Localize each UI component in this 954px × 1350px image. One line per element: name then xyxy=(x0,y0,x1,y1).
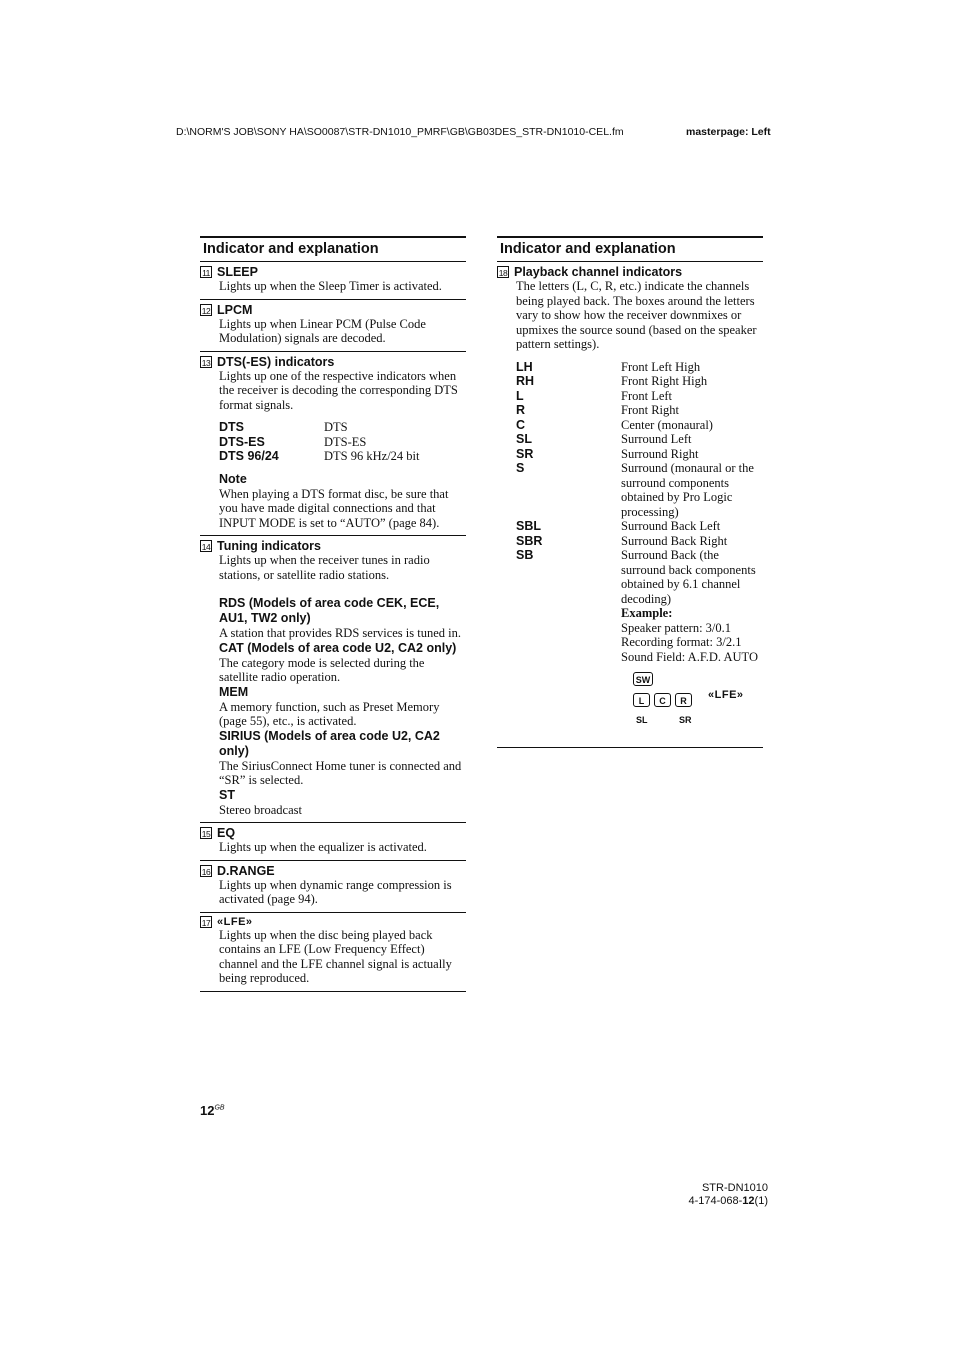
table-row xyxy=(516,418,763,433)
entry-text: The letters (L, C, R, etc.) indicate the channels being played back. The boxes around the letters vary to show how the receiver downmixes or upmixes the source sound (based on the speaker pattern settings). xyxy=(516,279,757,351)
entry-playback-channels xyxy=(497,262,763,748)
entry-text: Lights up when Linear PCM (Pulse Code Modulation) signals are decoded. xyxy=(219,316,426,345)
row-value: Front Left High xyxy=(621,359,701,374)
entry-dts xyxy=(200,352,466,537)
table-row xyxy=(516,548,763,664)
row-value: Front Left xyxy=(621,388,673,403)
entry-text: Lights up one of the respective indicators when the receiver is decoding the corresponding DTS format signals. xyxy=(219,368,458,412)
entry-lpcm xyxy=(200,300,466,352)
page-suffix: GB xyxy=(214,1104,225,1112)
table-row xyxy=(516,389,763,404)
note-label: Note xyxy=(219,471,247,486)
row-key: S xyxy=(516,461,525,475)
table-row xyxy=(516,403,763,418)
table-row xyxy=(516,374,763,389)
row-key: DTS-ES xyxy=(219,434,265,449)
item-number: 16 xyxy=(201,866,211,877)
entry-text: Lights up when the receiver tunes in radio stations, or satellite radio stations. xyxy=(219,553,430,582)
entry-title: EQ xyxy=(217,826,236,840)
entry-title: DTS(-ES) indicators xyxy=(217,354,335,369)
cat-title: CAT (Models of area code U2, CA2 only) xyxy=(219,640,457,655)
row-key: SR xyxy=(516,446,534,461)
entry-title: SLEEP xyxy=(217,265,258,279)
c-box: C xyxy=(654,693,671,707)
row-value: Surround Right xyxy=(621,446,699,461)
left-column xyxy=(200,236,466,992)
model-name: STR-DN1010 xyxy=(701,1182,768,1194)
table-row xyxy=(219,449,419,464)
st-title: ST xyxy=(219,787,235,802)
entry-tuning xyxy=(200,536,466,823)
st-text: Stereo broadcast xyxy=(219,802,302,817)
file-path: D:\NORM'S JOB\SONY HA\SO0087\STR-DN1010_PMRF\GB\GB03DES_STR-DN1010-CEL.fm xyxy=(176,126,624,138)
row-value: DTS 96 kHz/24 bit xyxy=(324,449,420,463)
entry-title: Playback channel indicators xyxy=(514,265,683,279)
row-key: DTS 96/24 xyxy=(219,449,279,463)
item-number: 12 xyxy=(201,305,211,316)
sr-label: SR xyxy=(679,715,692,725)
item-number: 17 xyxy=(201,917,211,928)
page-number-value: 12 xyxy=(200,1103,215,1118)
note-text: When playing a DTS format disc, be sure that you have made digital connections and that INPUT MODE is set to “AUTO” (page 84). xyxy=(219,486,449,530)
entry-title: Tuning indicators xyxy=(217,539,321,553)
page-number xyxy=(200,1103,225,1118)
row-key: L xyxy=(516,388,524,403)
channel-table xyxy=(516,360,763,665)
item-number: 11 xyxy=(200,266,212,278)
column-heading: Indicator and explanation xyxy=(497,236,763,262)
row-key: SBL xyxy=(516,519,541,533)
l-box: L xyxy=(633,693,650,707)
table-row xyxy=(516,432,763,447)
example-line: Sound Field: A.F.D. AUTO xyxy=(621,649,758,664)
entry-text: Lights up when dynamic range compression is activated (page 94). xyxy=(219,877,452,906)
code-suffix: (1) xyxy=(754,1194,768,1207)
entry-text: Lights up when the disc being played back contains an LFE (Low Frequency Effect) channel and the LFE channel signal is actually being reproduced. xyxy=(219,927,452,985)
table-row xyxy=(516,519,763,534)
row-key: DTS xyxy=(219,420,244,434)
table-row xyxy=(516,534,763,549)
row-key: SL xyxy=(516,432,532,446)
mem-title: MEM xyxy=(219,684,249,699)
entry-title: LPCM xyxy=(217,302,253,317)
entry-drange xyxy=(200,861,466,913)
right-column xyxy=(497,236,763,748)
table-row xyxy=(219,435,419,450)
code-bold: 12 xyxy=(742,1194,755,1207)
item-number: 15 xyxy=(201,829,211,839)
row-value: Surround Back Right xyxy=(621,533,728,548)
lfe-icon: «LFE» xyxy=(217,915,253,928)
lfe-label: LFE xyxy=(223,915,246,928)
row-value: Surround Back (the surround back components obtained by 6.1 channel decoding) xyxy=(621,548,756,606)
row-value: Surround Back Left xyxy=(621,519,721,533)
item-number: 13 xyxy=(201,357,211,368)
footer-model-info xyxy=(688,1182,768,1207)
sirius-title: SIRIUS (Models of area code U2, CA2 only) xyxy=(219,728,440,758)
table-row xyxy=(516,360,763,375)
row-value: Front Right xyxy=(621,403,679,417)
lfe-icon: «LFE» xyxy=(708,689,744,701)
example-line: Speaker pattern: 3/0.1 xyxy=(621,620,732,635)
sirius-text: The SiriusConnect Home tuner is connected and “SR” is selected. xyxy=(219,758,462,787)
code-prefix: 4-174-068- xyxy=(688,1194,743,1207)
r-box: R xyxy=(675,693,692,707)
row-value: Front Right High xyxy=(621,374,708,388)
row-key: SB xyxy=(516,548,534,562)
row-value: Surround (monaural or the surround components obtained by Pro Logic processing) xyxy=(621,461,754,519)
masterpage-label: masterpage: Left xyxy=(686,126,771,138)
cat-text: The category mode is selected during the satellite radio operation. xyxy=(219,655,425,684)
item-number: 14 xyxy=(201,542,211,552)
table-row xyxy=(516,461,763,519)
row-key: RH xyxy=(516,374,535,388)
mem-text: A memory function, such as Preset Memory (page 55), etc., is activated. xyxy=(219,699,440,728)
example-line: Recording format: 3/2.1 xyxy=(621,635,742,649)
document-code xyxy=(688,1195,768,1208)
lfe-label: LFE xyxy=(714,689,737,701)
entry-sleep xyxy=(200,262,466,300)
column-heading: Indicator and explanation xyxy=(200,236,466,262)
rds-title: RDS (Models of area code CEK, ECE, AU1, TW2 only) xyxy=(219,596,440,625)
channel-diagram xyxy=(516,672,763,742)
entry-text: Lights up when the equalizer is activated. xyxy=(219,840,427,854)
entry-title: D.RANGE xyxy=(217,863,275,878)
table-row xyxy=(516,447,763,462)
example-label: Example: xyxy=(621,606,673,620)
entry-eq xyxy=(200,823,466,861)
table-row xyxy=(219,420,419,435)
sl-label: SL xyxy=(636,715,648,725)
row-value: Center (monaural) xyxy=(621,417,713,432)
dts-table xyxy=(219,420,419,464)
row-key: R xyxy=(516,403,526,417)
row-key: C xyxy=(516,417,526,432)
row-value: Surround Left xyxy=(621,432,692,446)
row-value: DTS-ES xyxy=(324,434,367,449)
row-key: SBR xyxy=(516,533,543,548)
row-key: LH xyxy=(516,359,533,374)
item-number: 18 xyxy=(498,268,508,278)
rds-text: A station that provides RDS services is tuned in. xyxy=(219,626,461,640)
sw-box: SW xyxy=(633,672,653,686)
entry-lfe xyxy=(200,913,466,992)
entry-text: Lights up when the Sleep Timer is activated. xyxy=(219,279,442,293)
row-value: DTS xyxy=(324,420,348,434)
